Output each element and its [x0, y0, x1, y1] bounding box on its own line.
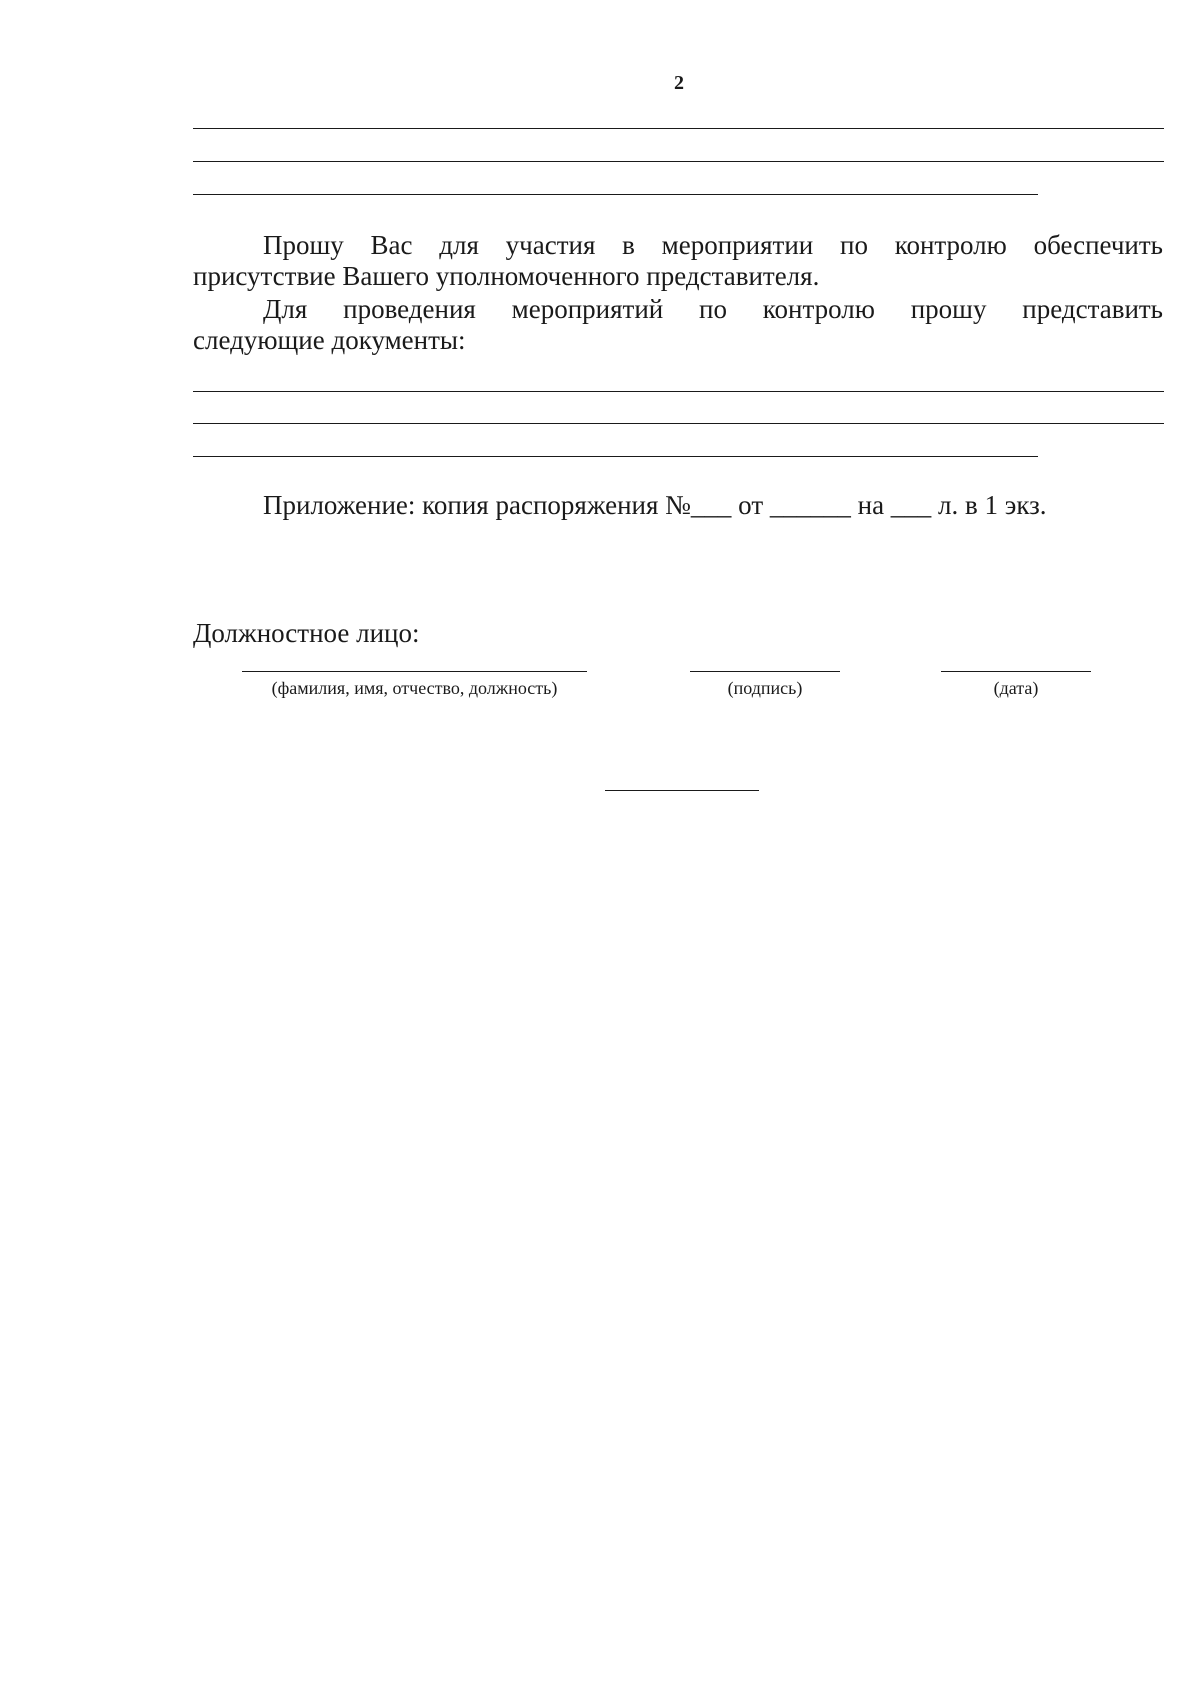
signature-line: [690, 671, 840, 672]
name-caption: (фамилия, имя, отчество, должность): [271, 678, 558, 698]
documents-paragraph: [193, 294, 1163, 356]
paragraph-line: Для проведения мероприятий по контролю прошу представить: [263, 294, 1163, 324]
signature-caption: (подпись): [727, 678, 803, 698]
date-caption: (дата): [993, 678, 1039, 698]
blank-line: [193, 423, 1164, 424]
name-signature-line: [242, 671, 587, 672]
blank-line: [193, 128, 1164, 129]
blank-line: [193, 456, 1038, 457]
blank-line: [193, 391, 1164, 392]
paragraph-line: следующие документы:: [193, 325, 466, 355]
official-label: Должностное лицо:: [193, 618, 420, 648]
closing-separator: [605, 790, 759, 791]
attachment-line: Приложение: копия распоряжения №___ от ______ на ___ л. в 1 экз.: [263, 490, 1047, 520]
blank-line: [193, 194, 1038, 195]
blank-line: [193, 161, 1164, 162]
paragraph-line: присутствие Вашего уполномоченного представителя.: [193, 261, 820, 291]
request-paragraph: [193, 230, 1163, 292]
paragraph-line: Прошу Вас для участия в мероприятии по контролю обеспечить: [263, 230, 1163, 260]
date-line: [941, 671, 1091, 672]
page-number: 2: [674, 72, 684, 94]
